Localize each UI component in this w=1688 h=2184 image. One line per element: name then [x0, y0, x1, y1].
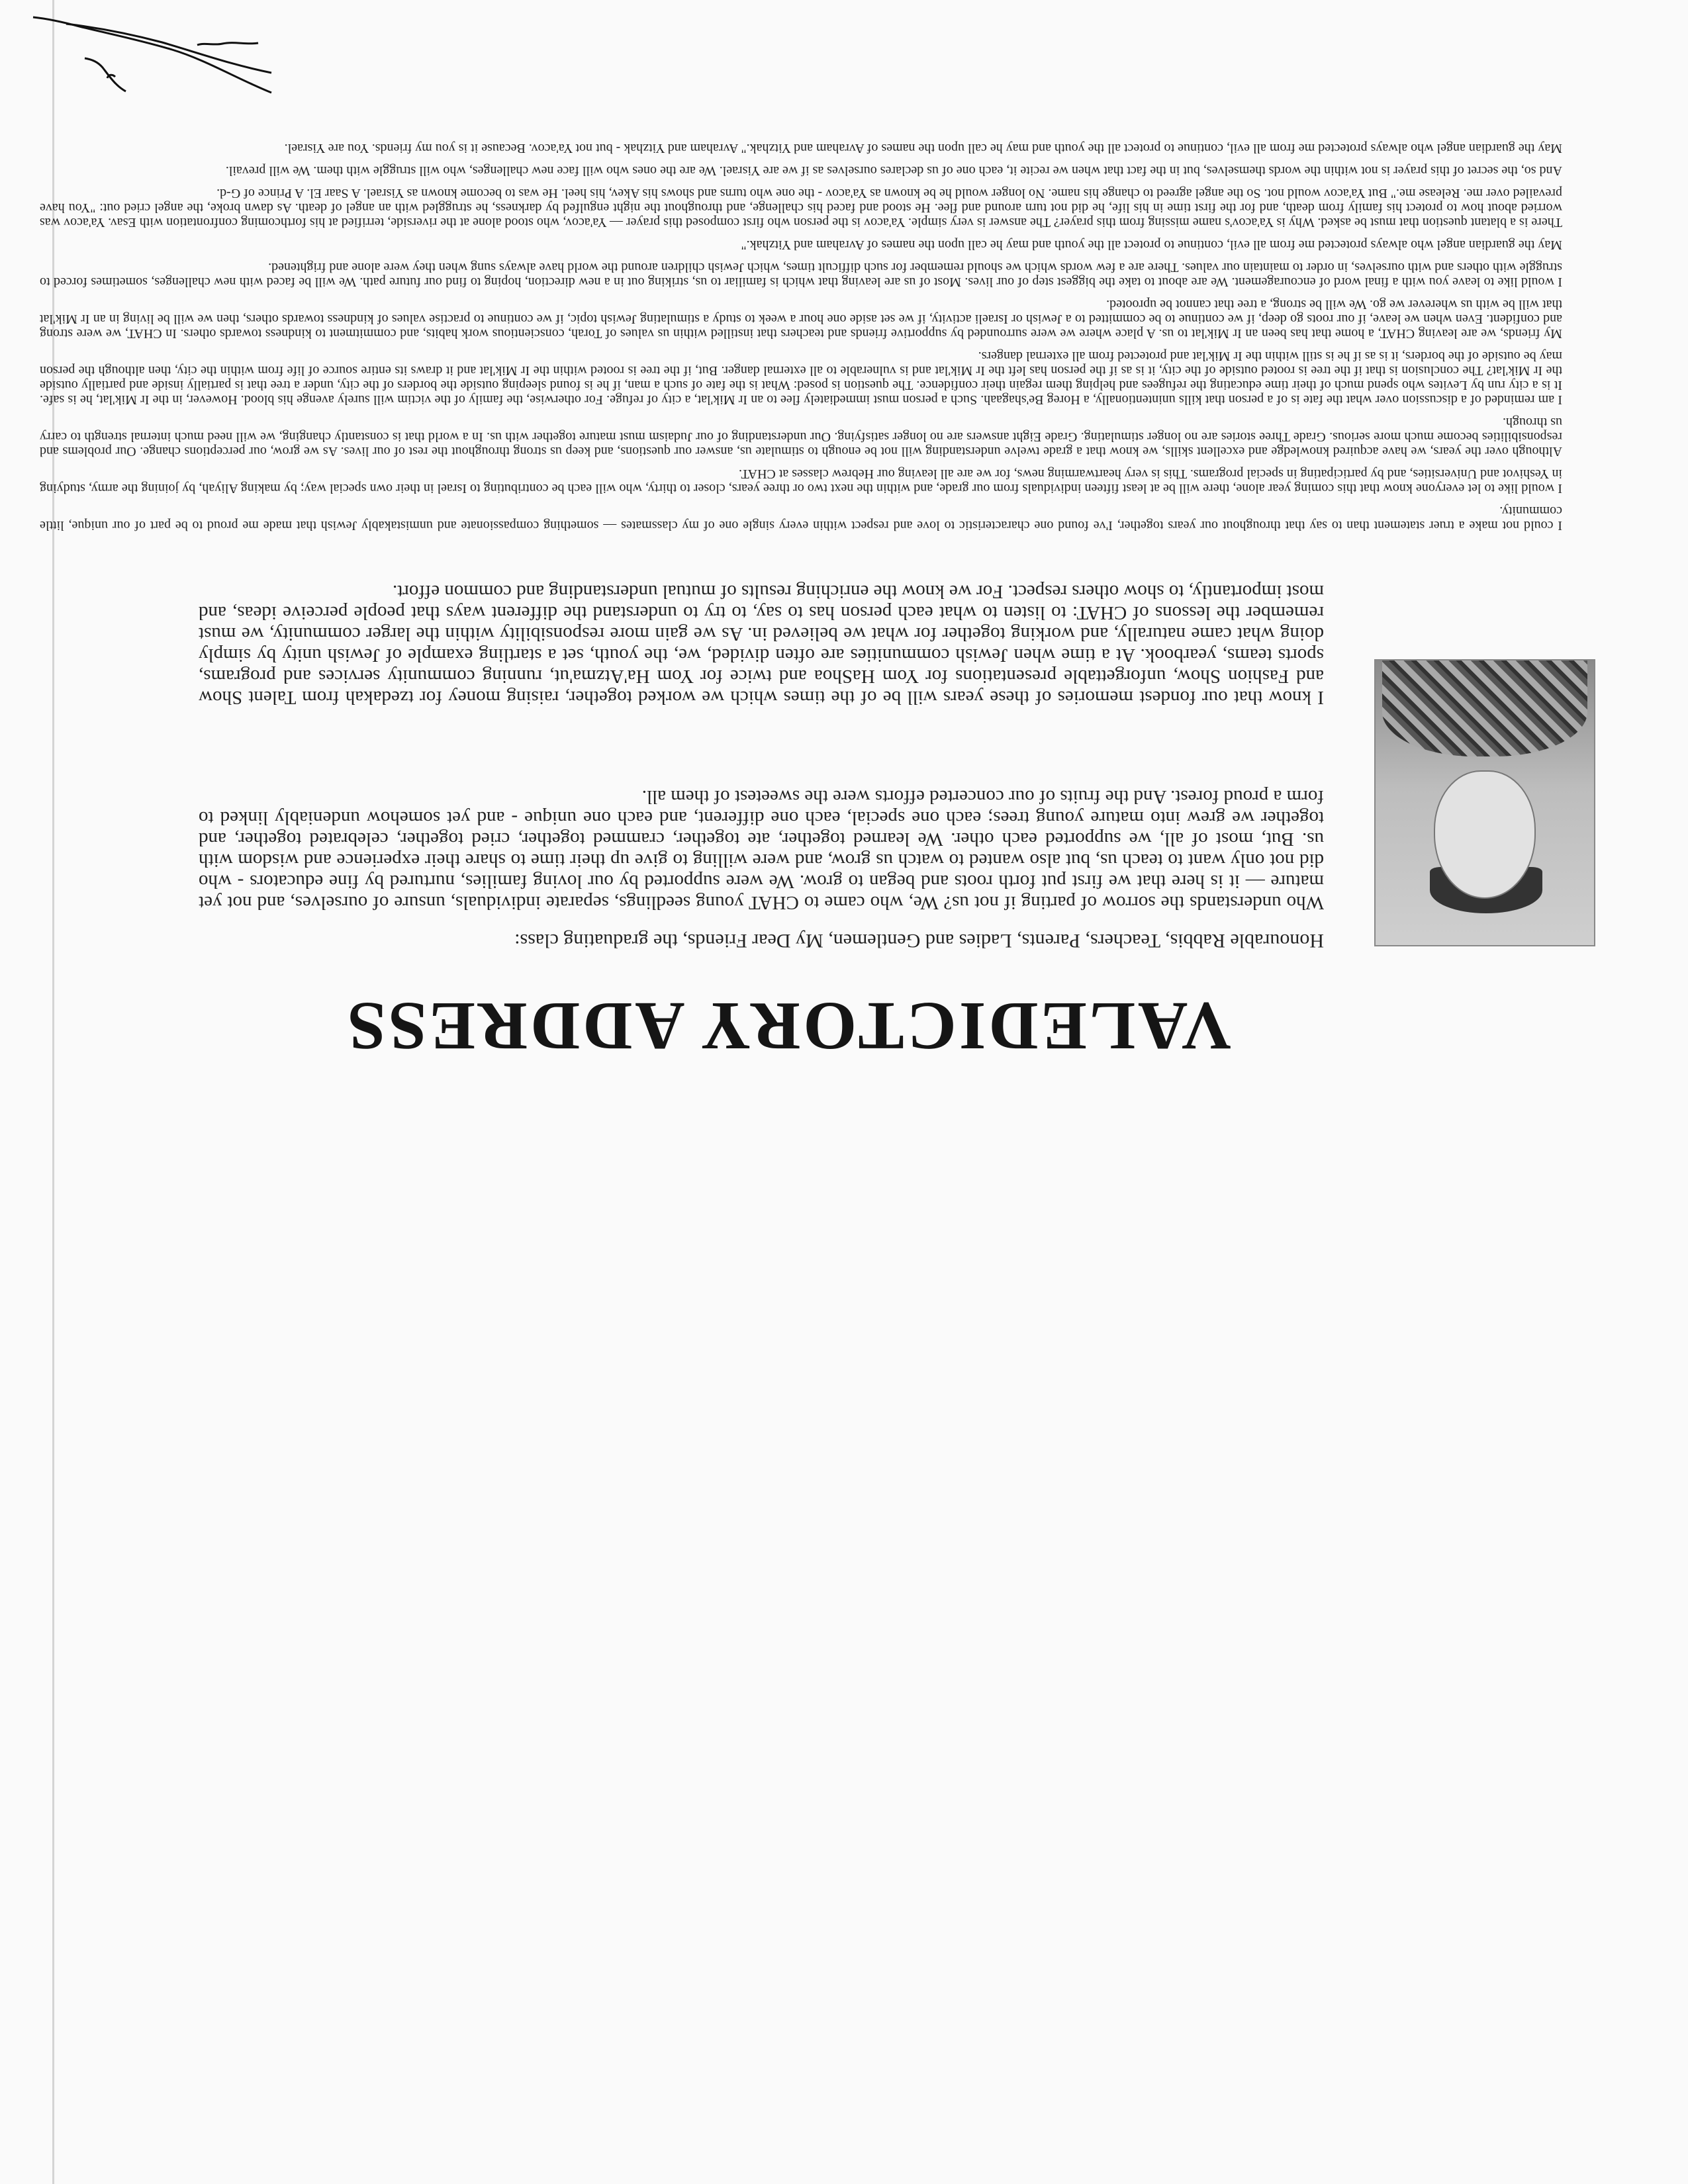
paragraph-12: May the guardian angel who always protected me from all evil, continue to protect all the youth and may he call upon the names of Avraham and Yitzhak." Avraham and Yitzhak - but not Ya'acov. Because it is you my friends. You are Yisrael. [284, 141, 1562, 156]
portrait-photo [1374, 659, 1595, 946]
paragraph-6: I am reminded of a discussion over what the fate is of a person that kills unintentionally, a Horeg Be'shagaah. Such a person must immediately flee to an Ir Mik'lat, a city of refuge. For otherwise, the family of the victim will surely avenge his blood. However, in the Ir Mik'lat, he is safe. It is a city run by Levites who spend much of their time educating the refugees and helping them regain their confidence. The question is posed: What is the fate of such a man, if he is found sleeping outside the borders of the city, under a tree that is partially inside and partially outside the Ir Mik'lat? The conclusion is that if the tree is rooted outside of the city, it is as if the person has left the Ir Mik'lat and is vulnerable to all external danger. But, if the tree is rooted within the Ir Mik'lat and it draws its entire source of life from within the city, then although the person may be outside of the borders, it is as if he is still within the Ir Mik'lat and protected from all external dangers. [40, 349, 1562, 407]
paragraph-7: My friends, we are leaving CHAT, a home that has been an Ir Mik'lat to us. A place where we were surrounded by supportive friends and teachers that instilled within us values of Torah, conscientious work habits, and commitment to kindness towards others. In CHAT, we were strong and confident. Even when we leave, if our roots go deep, if we continue to be committed to a Jewish or Israeli activity, if we set aside one hour a week to study a stimulating Jewish topic, if we continue to practise values of kindness towards others, then we will be living in an Ir Mik'lat that will be with us wherever we go. We will be strong, a tree that cannot be uprooted. [40, 297, 1562, 341]
salutation: Honourable Rabbis, Teachers, Parents, Ladies and Gentlemen, My Dear Friends, the graduating class: [514, 930, 1324, 952]
paragraph-5: Although over the years, we have acquired knowledge and excellent skills, we know that a grade twelve understanding will not be enough to stimulate us, answer our questions, and keep us strong throughout the rest of our lives. As we grow, our perceptions change. Our problems and responsibilities become much more serious. Grade Three stories are no longer stimulating. Grade Eight answers are no longer satisfying. Our understanding of our Judaism must mature together with us. In a world that is constantly changing, we will need much internal strength to carry us through. [40, 415, 1562, 459]
paragraph-8: I would like to leave you with a final word of encouragement. We are about to take the biggest step of our lives. Most of us are leaving that which is familiar to us, striking out in a new direction, hoping to find our future path. We will be faced with new challenges, sometimes forced to struggle with others and with ourselves, in order to maintain our values. There are a few words which we should remember for such difficult times, which Jewish children around the world have always sung when they were alone and frightened. [40, 260, 1562, 289]
portrait-face [1434, 770, 1536, 899]
paragraph-10: There is a blatant question that must be asked. Why is Ya'acov's name missing from this prayer? The answer is very simple. Ya'acov is the person who first composed this prayer — Ya'acov, who stood alone at the riverside, terrified at his forthcoming confrontation with Esav. Ya'acov was worried about how to protect his family from death, and for the first time in his life, he did not turn around and flee. He stood and faced his challenge, and throughout the night engulfed by darkness, he struggled with an angel of death. As dawn broke, the angel cried out: "You have prevailed over me. Release me." But Ya'acov would not. So the angel agreed to change his name. No longer would he be known as Ya'acov - the one who turns and shows his Akev, his heel. He was to become known as Yisrael. A Saar El. A Prince of G-d. [40, 186, 1562, 230]
paragraph-3: I could not make a truer statement than to say that throughout our years together, I've found one characteristic to love and respect within every single one of my classmates — something compassionate and unmistakably Jewish that made me proud to be part of our unique, little community. [40, 504, 1562, 533]
paragraph-1: Who understands the sorrow of parting if not us? We, who came to CHAT young seedlings, separate individuals, unsure of ourselves, and not yet mature — it is here that we first put forth roots and began to grow. We were supported by our loving families, nurtured by fine educators - who did not only want to teach us, but also wanted to watch us grow, and were willing to give up their time to share their experience and wisdom with us. But, most of all, we supported each other. We learned together, ate together, crammed together, cried together, celebrated together, and together we grew into mature young trees; each one special, each one different, and each one unique - and yet somehow undeniably linked to form a proud forest. And the fruits of our concerted efforts were the sweetest of them all. [199, 786, 1324, 913]
portrait-shirt [1382, 659, 1587, 756]
paragraph-4: I would like to let everyone know that this coming year alone, there will be at least fifteen individuals from our grade, and within the next two or three years, closer to thirty, who will each be contributing to Israel in their own special way; by making Aliyah, by joining the army, studying in Yeshivot and Universities, and by participating in special programs. This is very heartwarming news, for we are all leaving our Hebrew classes at CHAT. [40, 467, 1562, 496]
paragraph-9: May the guardian angel who always protected me from all evil, continue to protect all the youth and may he call upon the names of Avraham and Yitzhak." [741, 238, 1562, 252]
paragraph-2: I know that our fondest memories of these years will be of the times which we worked together, raising money for tzedakah from Talent Show and Fashion Show, unforgettable presentations for Yom HaShoa and twice for Yom Ha'Atzma'ut, running community services and programs, sports teams, yearbook. At a time when Jewish communities are often divided, we, the youth, set a startling example of Jewish unity by simply doing what came naturally, and working together for what we believed in. As we gain more responsibility within the larger community, we must remember the lessons of CHAT: to listen to what each person has to say, to try to understand the different ways that people perceive ideas, and most importantly, to show others respect. For we know the enriching results of mutual understanding and common effort. [199, 581, 1324, 708]
handwritten-signature [26, 13, 278, 106]
paragraph-11: And so, the secret of this prayer is not within the words themselves, but in the fact that when we recite it, each one of us declares ourselves as if we are Yisrael. We are the ones who will face new challenges, who will struggle with them. We will prevail. [225, 163, 1562, 178]
page-title: VALEDICTORY ADDRESS [344, 988, 1231, 1064]
